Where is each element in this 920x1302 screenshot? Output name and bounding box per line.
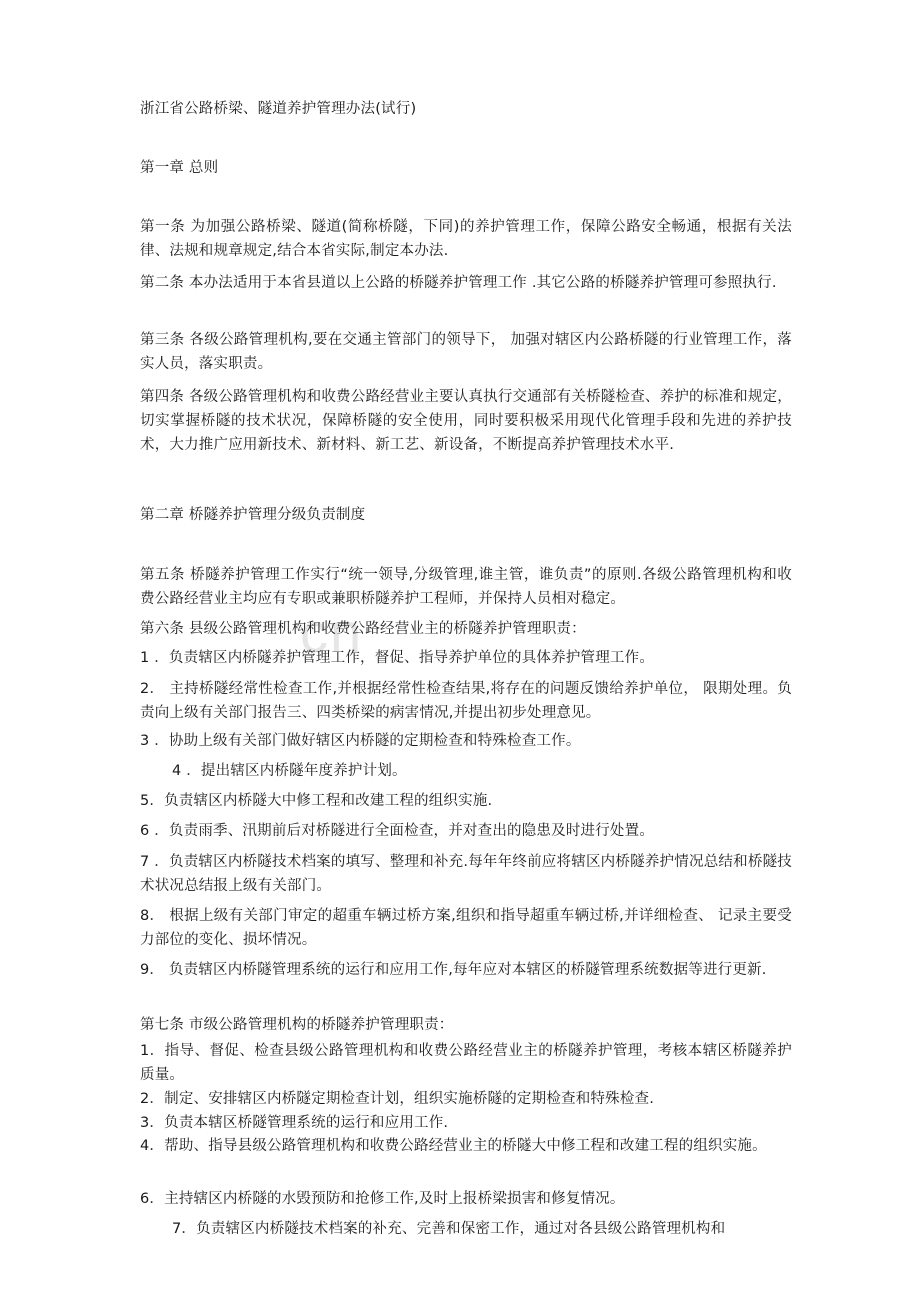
article-6-item-4: 4 ．提出辖区内桥隧年度养护计划。 (172, 763, 407, 779)
article-6: 第六条 县级公路管理机构和收费公路经营业主的桥隧养护管理职责： (140, 621, 586, 637)
article-7-item-2: 2．制定、安排辖区内桥隧定期检查计划，组织实施桥隧的定期检查和特殊检查. (140, 1091, 655, 1107)
document-title: 浙江省公路桥梁、隧道养护管理办法(试行) (140, 101, 417, 117)
article-7-item-7: 7．负责辖区内桥隧技术档案的补充、完善和保密工作，通过对各县级公路管理机构和 (172, 1221, 726, 1237)
watermark: cn (300, 601, 364, 664)
article-6-item-7: 7 ．负责辖区内桥隧技术档案的填写、整理和补充.每年年终前应将辖区内桥隧养护情况总结和桥隧技术状况总结报上级有关部门。 (140, 854, 792, 894)
article-2: 第二条 本办法适用于本省县道以上公路的桥隧养护管理工作 .其它公路的桥隧养护管理可参照执行. (140, 275, 777, 291)
chapter-1-heading: 第一章 总则 (140, 160, 219, 176)
article-6-item-8: 8． 根据上级有关部门审定的超重车辆过桥方案,组织和指导超重车辆过桥,并详细检查、 记录主要受力部位的变化、损坏情况。 (140, 908, 792, 948)
article-6-item-5: 5．负责辖区内桥隧大中修工程和改建工程的组织实施. (140, 793, 493, 809)
article-7-item-6: 6．主持辖区内桥隧的水毁预防和抢修工作,及时上报桥梁损害和修复情况。 (140, 1191, 625, 1207)
article-5: 第五条 桥隧养护管理工作实行“统一领导,分级管理,谁主管，谁负责”的原则.各级公路管理机构和收费公路经营业主均应有专职或兼职桥隧养护工程师，并保持人员相对稳定。 (140, 567, 792, 607)
article-4: 第四条 各级公路管理机构和收费公路经营业主要认真执行交通部有关桥隧检查、养护的标准和规定，切实掌握桥隧的技术状况，保障桥隧的安全使用，同时要积极采用现代化管理手段和先进的养护技术，大力推广应用新技术、新材料、新工艺、新设备，不断提高养护管理技术水平. (140, 389, 792, 453)
article-6-item-2: 2． 主持桥隧经常性检查工作,并根据经常性检查结果,将存在的问题反馈给养护单位， 限期处理。负责向上级有关部门报告三、四类桥梁的病害情况,并提出初步处理意见。 (140, 681, 792, 721)
article-6-item-6: 6 ．负责雨季、汛期前后对桥隧进行全面检查，并对查出的隐患及时进行处置。 (140, 823, 655, 839)
article-6-item-9: 9． 负责辖区内桥隧管理系统的运行和应用工作,每年应对本辖区的桥隧管理系统数据等进行更新. (140, 962, 767, 978)
article-7-item-4: 4．帮助、指导县级公路管理机构和收费公路经营业主的桥隧大中修工程和改建工程的组织实施。 (140, 1138, 767, 1154)
article-1: 第一条 为加强公路桥梁、隧道(简称桥隧，下同)的养护管理工作，保障公路安全畅通，根据有关法律、法规和规章规定,结合本省实际,制定本办法. (140, 219, 792, 259)
article-7-item-3: 3．负责本辖区桥隧管理系统的运行和应用工作. (140, 1115, 449, 1131)
article-7: 第七条 市级公路管理机构的桥隧养护管理职责： (140, 1017, 454, 1033)
article-6-item-1: 1 ．负责辖区内桥隧养护管理工作，督促、指导养护单位的具体养护管理工作。 (140, 650, 655, 666)
article-7-item-1: 1．指导、督促、检查县级公路管理机构和收费公路经营业主的桥隧养护管理，考核本辖区桥隧养护质量。 (140, 1043, 792, 1083)
article-6-item-3: 3 ．协助上级有关部门做好辖区内桥隧的定期检查和特殊检查工作。 (140, 733, 581, 749)
article-3: 第三条 各级公路管理机构,要在交通主管部门的领导下， 加强对辖区内公路桥隧的行业管理工作，落实人员，落实职责。 (140, 332, 792, 372)
chapter-2-heading: 第二章 桥隧养护管理分级负责制度 (140, 507, 366, 523)
